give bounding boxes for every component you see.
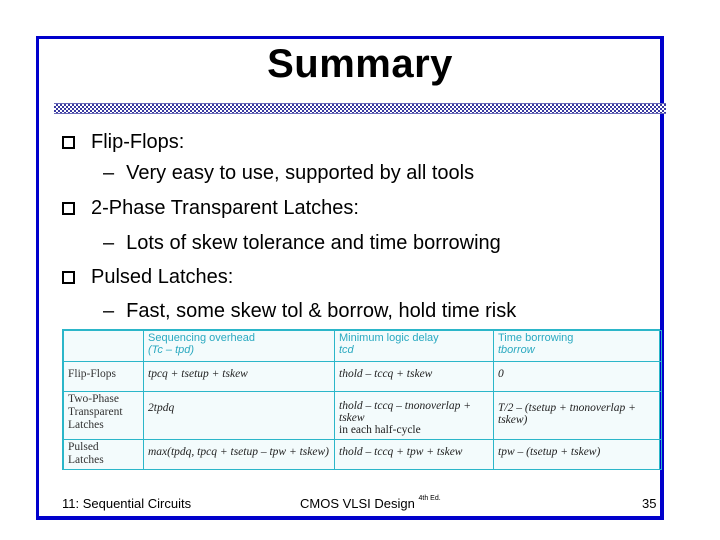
borrow-cell: 0 <box>494 362 662 392</box>
book-title: CMOS VLSI Design <box>300 496 415 511</box>
table-header-row <box>64 331 662 362</box>
min-delay-note: in each half-cycle <box>339 424 421 436</box>
overhead-cell: tpcq + tsetup + tskew <box>144 362 335 392</box>
bullet-label: Flip-Flops: <box>91 130 185 153</box>
bullet-two-phase <box>62 194 359 222</box>
edition-superscript: 4th Ed. <box>418 495 441 502</box>
dash-marker: – <box>103 161 115 184</box>
bullet-label: Pulsed Latches: <box>91 265 234 288</box>
header-sub: tborrow <box>498 344 535 356</box>
header-sub: tcd <box>339 344 354 356</box>
title-divider <box>54 103 666 114</box>
borrow-cell: tpw – (tsetup + tskew) <box>494 440 662 470</box>
min-delay-cell: thold – tccq + tpw + tskew <box>335 440 494 470</box>
header-sub: (Tc – tpd) <box>148 344 195 356</box>
row-label: Flip-Flops <box>64 362 144 392</box>
sub-bullet-text: Fast, some skew tol & borrow, hold time risk <box>126 299 517 322</box>
header-label: Minimum logic delay <box>339 332 439 344</box>
table-row <box>64 392 662 440</box>
overhead-cell: 2tpdq <box>144 392 335 440</box>
square-bullet-icon <box>62 271 75 284</box>
square-bullet-icon <box>62 202 75 215</box>
footer-book-title <box>300 496 441 511</box>
header-label: Sequencing overhead <box>148 332 256 344</box>
table-row <box>64 440 662 470</box>
sub-bullet-pulsed <box>103 297 516 325</box>
dash-marker: – <box>103 231 115 254</box>
slide-title: Summary <box>267 42 453 86</box>
header-min-logic-delay <box>335 331 494 362</box>
min-delay-formula: thold – tccq – tnonoverlap + tskew <box>339 400 472 424</box>
bullet-label: 2-Phase Transparent Latches: <box>91 196 359 219</box>
header-time-borrowing <box>494 331 662 362</box>
page-number: 35 <box>642 496 657 511</box>
overhead-cell: max(tpdq, tpcq + tsetup – tpw + tskew) <box>144 440 335 470</box>
sub-bullet-text: Lots of skew tolerance and time borrowing <box>126 231 501 254</box>
header-sequencing-overhead <box>144 331 335 362</box>
timing-comparison-table <box>62 329 660 470</box>
row-label: Two-Phase Transparent Latches <box>64 392 144 440</box>
sub-bullet-flip-flops <box>103 159 474 187</box>
square-bullet-icon <box>62 136 75 149</box>
bullet-pulsed <box>62 263 233 291</box>
header-label: Time borrowing <box>498 332 574 344</box>
row-label: Pulsed Latches <box>64 440 144 470</box>
min-delay-cell: thold – tccq + tskew <box>335 362 494 392</box>
header-blank <box>64 331 144 362</box>
sub-bullet-text: Very easy to use, supported by all tools <box>126 161 475 184</box>
table-row <box>64 362 662 392</box>
dash-marker: – <box>103 299 115 322</box>
footer-course-title: 11: Sequential Circuits <box>62 496 192 511</box>
bullet-flip-flops <box>62 128 184 156</box>
min-delay-cell <box>335 392 494 440</box>
sub-bullet-two-phase <box>103 229 501 257</box>
borrow-cell: T/2 – (tsetup + tnonoverlap + tskew) <box>494 392 662 440</box>
